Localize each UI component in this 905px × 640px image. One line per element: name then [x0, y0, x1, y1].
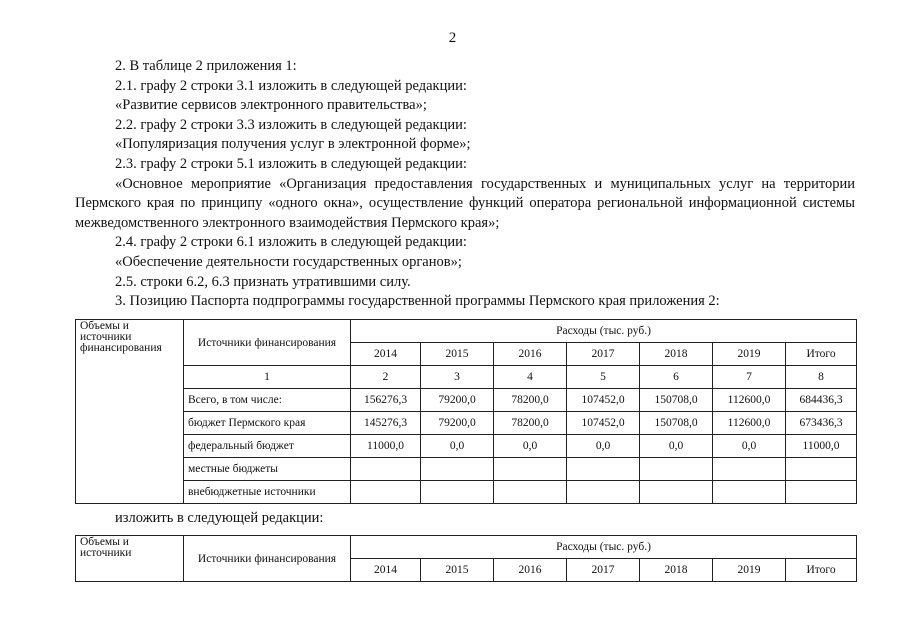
table-cell: 0,0	[421, 435, 494, 458]
column-number: 4	[494, 366, 567, 389]
year-header: 2015	[421, 343, 494, 366]
column-number: 8	[786, 366, 857, 389]
table-cell: 107452,0	[567, 412, 640, 435]
paragraph: «Основное мероприятие «Организация предоставления государственных и муниципальных услуг на территории Пермского края по принципу «одного окна», осуществление функций оператора региональной информационной системы межведомственного электронного взаимодействия Пермского края»;	[75, 175, 855, 231]
table-cell: 112600,0	[713, 412, 786, 435]
table-cell: 0,0	[494, 435, 567, 458]
first-column-label: Объемы и источники финансирования	[76, 320, 184, 504]
table-cell	[494, 458, 567, 481]
column-number: 2	[351, 366, 421, 389]
expenses-header: Расходы (тыс. руб.)	[351, 536, 857, 559]
table-cell: 150708,0	[640, 412, 713, 435]
paragraph: 2.1. графу 2 строки 3.1 изложить в следующей редакции:	[115, 77, 467, 94]
body-text	[75, 57, 855, 312]
row-label: местные бюджеты	[184, 458, 351, 481]
table-cell	[494, 481, 567, 504]
paragraph: «Обеспечение деятельности государственных органов»;	[115, 253, 462, 270]
paragraph: 2.5. строки 6.2, 6.3 признать утратившими силу.	[115, 273, 411, 290]
year-header: Итого	[786, 343, 857, 366]
sources-header: Источники финансирования	[184, 536, 351, 582]
table-cell: 107452,0	[567, 389, 640, 412]
row-label: внебюджетные источники	[184, 481, 351, 504]
table-cell: 0,0	[640, 435, 713, 458]
table-cell	[351, 481, 421, 504]
financing-table-old	[75, 319, 857, 504]
year-header: 2014	[351, 559, 421, 582]
paragraph: «Развитие сервисов электронного правительства»;	[115, 97, 427, 114]
year-header: 2015	[421, 559, 494, 582]
paragraph: 2.3. графу 2 строки 5.1 изложить в следующей редакции:	[115, 155, 467, 172]
sources-header: Источники финансирования	[184, 320, 351, 366]
table-cell: 684436,3	[786, 389, 857, 412]
paragraph: 2.2. графу 2 строки 3.3 изложить в следующей редакции:	[115, 116, 467, 133]
page-number: 2	[448, 30, 457, 46]
table-row	[76, 458, 857, 481]
row-label: бюджет Пермского края	[184, 412, 351, 435]
year-header: 2018	[640, 343, 713, 366]
year-header: 2019	[713, 343, 786, 366]
table-cell	[640, 458, 713, 481]
table-cell: 0,0	[567, 435, 640, 458]
year-header: 2017	[567, 559, 640, 582]
table-cell	[351, 458, 421, 481]
column-number: 6	[640, 366, 713, 389]
table-cell: 156276,3	[351, 389, 421, 412]
year-header: 2019	[713, 559, 786, 582]
table-cell: 11000,0	[786, 435, 857, 458]
column-number: 1	[184, 366, 351, 389]
table-cell: 0,0	[713, 435, 786, 458]
table-cell	[713, 481, 786, 504]
table-cell: 673436,3	[786, 412, 857, 435]
table-row	[76, 435, 857, 458]
first-column-label: Объемы и источники	[76, 536, 184, 582]
table-cell	[421, 481, 494, 504]
table-cell	[713, 458, 786, 481]
table-row	[76, 389, 857, 412]
year-header: Итого	[786, 559, 857, 582]
table-row	[76, 412, 857, 435]
table-cell	[567, 458, 640, 481]
table-cell: 79200,0	[421, 412, 494, 435]
year-header: 2014	[351, 343, 421, 366]
paragraph: 3. Позицию Паспорта подпрограммы государственной программы Пермского края приложения 2:	[115, 293, 720, 310]
table-cell: 78200,0	[494, 389, 567, 412]
year-header: 2016	[494, 343, 567, 366]
financing-table-new	[75, 535, 857, 582]
after-table-text: изложить в следующей редакции:	[115, 510, 324, 526]
year-header: 2018	[640, 559, 713, 582]
table-cell: 145276,3	[351, 412, 421, 435]
year-header: 2017	[567, 343, 640, 366]
table-cell: 11000,0	[351, 435, 421, 458]
table-cell: 112600,0	[713, 389, 786, 412]
row-label: федеральный бюджет	[184, 435, 351, 458]
column-number: 7	[713, 366, 786, 389]
paragraph: 2. В таблице 2 приложения 1:	[115, 58, 297, 74]
table-cell	[640, 481, 713, 504]
table-cell: 79200,0	[421, 389, 494, 412]
expenses-header: Расходы (тыс. руб.)	[351, 320, 857, 343]
table-cell: 150708,0	[640, 389, 713, 412]
table-cell	[421, 458, 494, 481]
row-label: Всего, в том числе:	[184, 389, 351, 412]
table-cell	[786, 458, 857, 481]
table-row	[76, 481, 857, 504]
paragraph: «Популяризация получения услуг в электронной форме»;	[115, 136, 471, 153]
year-header: 2016	[494, 559, 567, 582]
paragraph: 2.4. графу 2 строки 6.1 изложить в следующей редакции:	[115, 234, 467, 251]
table-cell	[786, 481, 857, 504]
column-number: 3	[421, 366, 494, 389]
column-number: 5	[567, 366, 640, 389]
table-cell	[567, 481, 640, 504]
table-cell: 78200,0	[494, 412, 567, 435]
